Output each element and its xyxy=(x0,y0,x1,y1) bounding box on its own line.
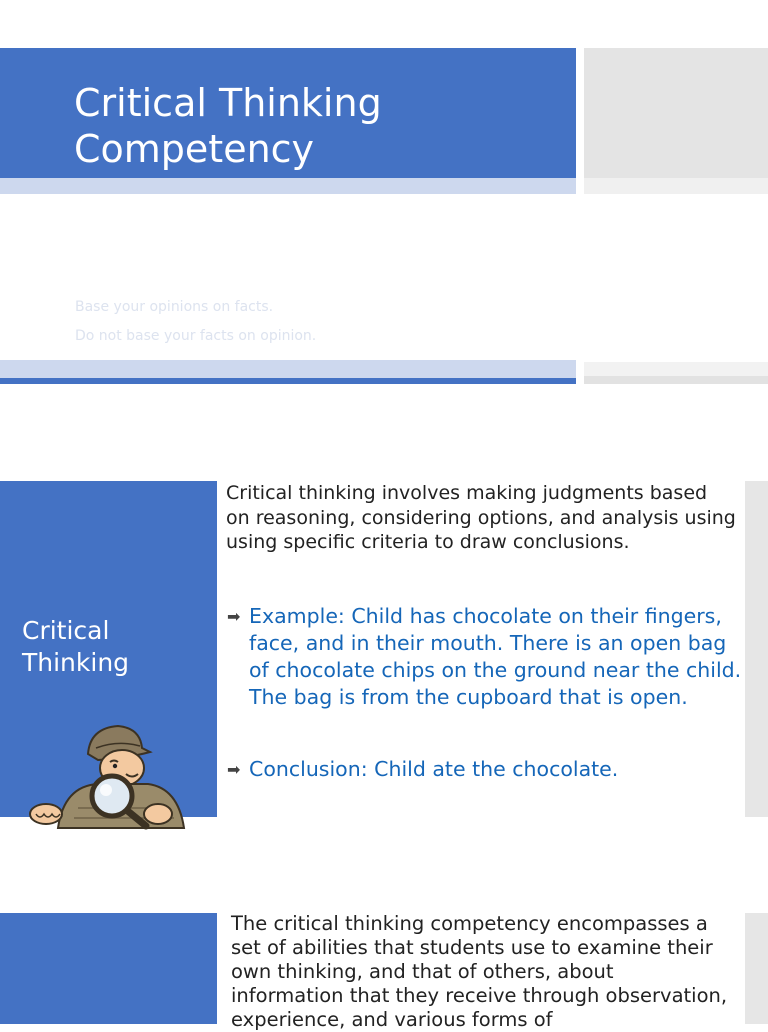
footer-side-strip-dark xyxy=(584,376,768,384)
detective-magnifier-icon xyxy=(18,718,190,830)
bullet-example xyxy=(227,603,749,711)
competency-description: The critical thinking competency encompasses a set of abilities that students use to examine their own thinking, and that of others, about information that they receive through observation, experience, and various forms of xyxy=(231,912,728,1031)
section-title xyxy=(22,615,202,679)
slide-subtitle xyxy=(75,293,535,351)
bullet-conclusion xyxy=(227,756,749,783)
slide-title-line1: Critical Thinking xyxy=(74,81,382,125)
footer-strip-light xyxy=(0,360,576,378)
title-banner-strip xyxy=(0,178,576,194)
section-title-line2: Thinking xyxy=(22,648,130,677)
title-side-strip xyxy=(584,178,768,194)
title-side-box xyxy=(584,48,768,178)
arrow-right-icon: ➡ xyxy=(227,607,241,626)
bullet-text: Conclusion: Child ate the chocolate. xyxy=(249,757,619,781)
section-title-line1: Critical xyxy=(22,616,110,645)
section-intro: Critical thinking involves making judgments based on reasoning, considering options, and analysis using using specific criteria to draw conclusions. xyxy=(226,482,736,553)
subtitle-line2: Do not base your facts on opinion. xyxy=(75,328,317,344)
subtitle-line1: Base your opinions on facts. xyxy=(75,299,274,315)
slide-title xyxy=(74,80,554,172)
bullet-text: Example: Child has chocolate on their fingers, face, and in their mouth. There is an open bag of chocolate chips on the ground near the child. The bag is from the cupboard that is open. xyxy=(249,604,742,709)
footer-side-strip-light xyxy=(584,362,768,376)
slide-title-line2: Competency xyxy=(74,127,315,171)
section-side-bar-2 xyxy=(745,913,768,1024)
footer-strip-dark xyxy=(0,378,576,384)
arrow-right-icon: ➡ xyxy=(227,760,241,779)
section-panel-2 xyxy=(0,913,217,1024)
